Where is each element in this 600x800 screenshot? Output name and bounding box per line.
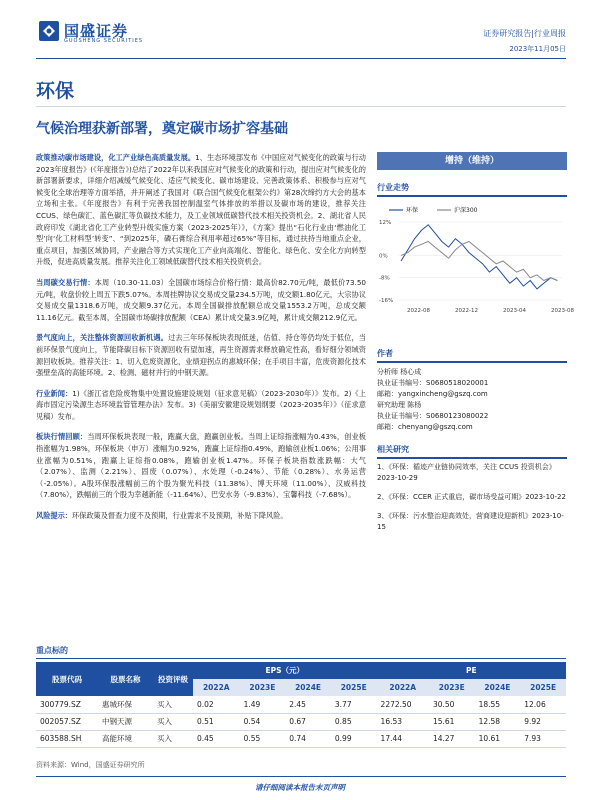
authors-divider — [377, 361, 567, 363]
rating-badge: 增持（维持） — [377, 152, 567, 170]
x-tick-label: 2022-12 — [455, 308, 478, 314]
table-cell: 9.92 — [524, 717, 541, 726]
para-body: 本周（10.30-11.03）全国碳市场综合价格行情：最高价82.70元/吨，最低价73.50元/吨，收盘价较上周五下跌5.07%。本周挂牌协议交易成交量234.5万吨，成交额1.80亿元，大宗协议交易成交量1318.6万吨，成交额9.37亿元。本周全国碳排放配额总成交量1553.2万吨，总成交额11.16亿元。截至本周，全国碳市场碳排放配额（CEA）累计成交量3.9亿吨，累计成交额212.9亿元。 — [36, 277, 366, 322]
year-cell: 2024E — [475, 679, 521, 696]
legend-label-2: 沪深300 — [454, 207, 478, 214]
legend-label-1: 环保 — [406, 207, 419, 214]
related-heading: 相关研究 — [377, 445, 409, 454]
table-cell: 惠城环保 — [102, 699, 132, 709]
report-title: 气候治理获新部署，奠定碳市场扩容基础 — [36, 121, 288, 137]
table-cell: 0.99 — [334, 734, 352, 743]
y-axis — [379, 220, 562, 304]
key-stocks-divider — [36, 658, 566, 659]
author-email: 邮箱：chenyang@gszq.com — [377, 423, 473, 431]
col-code: 股票代码 — [36, 662, 98, 696]
table-row — [36, 730, 566, 747]
paragraph-news — [36, 388, 366, 423]
table-cell: 18.55 — [478, 699, 501, 709]
x-tick-label: 2023-08 — [551, 308, 574, 314]
para-body: 1)《浙江省危险废物集中处置设施建设规划（征求意见稿）（2023-2030年）》发布。2)《上海市固定污染源生态环境监管管理办法》发布。3)《美丽安徽建设规划纲要（2023-2035年）》（征求意见稿）发布。 — [36, 388, 366, 421]
year-cell: 2023E — [429, 679, 475, 696]
key-stocks-heading: 重点标的 — [36, 646, 68, 655]
table-row — [36, 696, 566, 713]
header-divider — [36, 58, 566, 59]
table-cell: 0.51 — [197, 717, 214, 726]
paragraph-risk — [36, 510, 366, 522]
year-cell: 2025E — [520, 679, 566, 696]
col-eps: EPS（元） — [193, 662, 377, 679]
authors-heading: 作者 — [377, 349, 393, 358]
author-line: 分析师 杨心成 — [377, 368, 422, 376]
year-cell: 2023E — [240, 679, 286, 696]
series-environment — [401, 225, 557, 289]
x-tick-label: 2023-04 — [503, 308, 526, 314]
table-cell: 买入 — [157, 717, 172, 726]
col-pe: PE — [377, 662, 566, 679]
para-lead: 板块行情回顾： — [36, 432, 88, 442]
footer-disclaimer: 请仔细阅读本报告末页声明 — [255, 783, 345, 792]
sector-divider — [36, 106, 566, 107]
para-body: 1、生态环境部发布《中国应对气候变化的政策与行动2023年度报告》(《年度报告》)总结了2022年以来我国应对气候变化的政策和行动，提出应对气候变化的新部署新要求，详细介绍减缓气候变化、适应气候变化、碳市场建设、完善政策体系、积极参与应对气候变化全球治理等方面举措，并开阐述了我国对《联合国气候变化框架公约》第28次缔约方大会的基本立场和主张。《年度报告》有利于完善我国控制温室气体排放的举措以及碳市场的建设，推荐关注CCUS、绿色碳汇、蓝色碳汇等负碳技术能力，及工业领域低碳替代技术相关投资机会。2、湖北省人民政府印发《湖北省化工产业转型升级实施方案（2023-2025年）》，《方案》提出“石化行业由‘燃油化工型’向‘化工材料型’转变”、“到2025年，磷石膏综合利用率超过65%”等目标，通过扶持当地重点企业，重点项目，加强区域协同，产业融合等方式实现化工产业向高端化、智能化、绿色化、安全化方向转型升级，促进高质量发展。推荐关注化工领域低碳替代技术相关投资机会。 — [36, 153, 366, 267]
year-cell: 2022A — [377, 679, 429, 696]
table-cell: 12.58 — [478, 717, 501, 726]
author-line: 研究助理 陈杨 — [377, 401, 422, 409]
para-lead: 行业新闻： — [36, 388, 73, 398]
y-tick-label: 0% — [379, 253, 388, 260]
x-tick-label: 2022-08 — [407, 308, 430, 314]
table-cell: 1.49 — [243, 699, 261, 709]
para-body: 环保政策及督查力度不及预期，行业需求不及预期，补贴下降风险。 — [71, 511, 288, 521]
table-cell: 7.93 — [524, 734, 541, 743]
related-item[interactable]: 2、《环保：CCER 正式重启，碳市场受益可期》2023-10-22 — [377, 493, 566, 501]
para-lead: 风险提示： — [36, 511, 72, 521]
footer-divider — [36, 776, 566, 777]
x-axis — [407, 308, 574, 314]
table-cell: 603588.SH — [40, 734, 82, 743]
table-cell: 买入 — [157, 734, 172, 743]
related-item[interactable]: 1、《环保：循迹产业链协同效率，关注 CCUS 投资机会》2023-10-29 — [377, 463, 556, 482]
company-name: 国盛证券 — [64, 22, 129, 40]
table-cell: 17.44 — [380, 734, 403, 743]
table-cell: 0.85 — [334, 717, 352, 726]
sector-title: 环保 — [36, 80, 75, 102]
trend-chart — [377, 200, 574, 330]
table-cell: 0.02 — [197, 699, 214, 709]
author-line: 执业证书编号：S0680518020001 — [377, 379, 489, 387]
author-line: 执业证书编号：S0680123080022 — [377, 412, 489, 420]
key-stocks-table — [36, 662, 566, 748]
table-cell: 0.67 — [289, 717, 306, 726]
year-cell: 2024E — [285, 679, 331, 696]
table-cell: 买入 — [157, 699, 172, 709]
table-cell: 3.77 — [334, 699, 352, 709]
table-cell: 15.61 — [432, 717, 455, 726]
author-list — [377, 367, 567, 433]
col-name: 股票名称 — [98, 662, 153, 696]
table-cell: 300779.SZ — [40, 699, 81, 709]
table-cell: 0.45 — [197, 734, 214, 743]
paragraph-policy — [36, 152, 366, 268]
main-content — [36, 152, 366, 531]
table-cell: 0.55 — [243, 734, 261, 743]
col-rating: 投资评级 — [153, 662, 193, 696]
y-tick-label: -8% — [379, 275, 390, 282]
table-cell: 002057.SZ — [40, 717, 81, 726]
paragraph-outlook — [36, 332, 366, 378]
author-email: 邮箱：yangxincheng@gszq.com — [377, 390, 488, 398]
table-cell: 0.74 — [289, 734, 306, 743]
company-name-en: GUOSHENG SECURITIES — [64, 38, 144, 44]
y-tick-label: 12% — [379, 220, 392, 226]
related-item[interactable]: 3、《环保：污水整治迎高效处，营商建设迎新机》2023-10-15 — [377, 512, 564, 531]
year-cell: 2025E — [331, 679, 377, 696]
table-cell: 30.50 — [432, 699, 455, 709]
para-body: 当周环保板块表现一般，跑赢大盘，跑赢创业板。当周上证综指涨幅为0.43%，创业板指涨幅为1.98%，环保板块（申万）涨幅为0.92%，跑赢上证综指0.49%，跑输创业板1.06%；公用事业涨幅为0.51%，跑赢上证综指0.08%，跑输创业板1.47%。环保子板块指数涨跌幅：大气（2.07%）、监测（2.21%）、固废（0.07%）、水处理（-0.24%）、节能（0.28%）、水务运营（-2.05%）。A股环保股涨幅前三的个股为聚光科技（11.38%）、博天环境（11.00%）、汉威科技（7.80%），跌幅前三的个股为幸越新能（-11.64%）、巴安水务（-9.83%）、宝馨科技（-7.68%）。 — [36, 432, 366, 500]
para-lead: 当周碳交易行情： — [36, 277, 95, 287]
table-cell: 10.61 — [478, 734, 501, 743]
table-source: 资料来源：Wind，国盛证券研究所 — [36, 761, 145, 769]
table-cell: 2272.50 — [380, 699, 412, 709]
trend-divider — [377, 195, 567, 197]
report-date: 2023年11月05日 — [509, 45, 566, 53]
para-lead: 景气度向上，关注整体资源回收新机遇。 — [36, 333, 169, 343]
table-cell: 0.54 — [243, 717, 261, 726]
company-logo-icon — [38, 20, 60, 42]
y-tick-label: -16% — [379, 298, 394, 304]
related-list — [377, 462, 567, 533]
paragraph-review — [36, 431, 366, 501]
table-cell: 2.45 — [289, 699, 306, 709]
table-cell: 16.53 — [380, 717, 403, 726]
table-cell: 14.27 — [432, 734, 455, 743]
paragraph-carbon-market — [36, 277, 366, 323]
table-cell: 高能环境 — [102, 734, 132, 743]
report-type: 证券研究报告|行业周报 — [483, 29, 566, 38]
para-lead: 政策推动碳市场建设，化工产业绿色高质量发展。 — [36, 153, 196, 162]
related-divider — [377, 457, 567, 459]
para-body: 过去三年环保板块表现低迷，估值、持仓等仍均处于低位，当前环保景气度向上，节能降碳目标下资源回收有望加速，再生资源需求释放确定性高，看好细分领域资源回收板块。推荐关注：1、切入危废资源化，业绩迎拐点的惠城环保；在手项目丰富，危废资源化技术强壁垒高的高能环境。2、检测、磁材并行的中钢天源。 — [36, 333, 366, 378]
table-header-row — [36, 662, 566, 679]
trend-heading: 行业走势 — [377, 183, 409, 192]
table-cell: 12.06 — [524, 699, 546, 709]
table-row — [36, 713, 566, 730]
table-cell: 中钢天源 — [102, 717, 132, 726]
year-cell: 2022A — [193, 679, 240, 696]
